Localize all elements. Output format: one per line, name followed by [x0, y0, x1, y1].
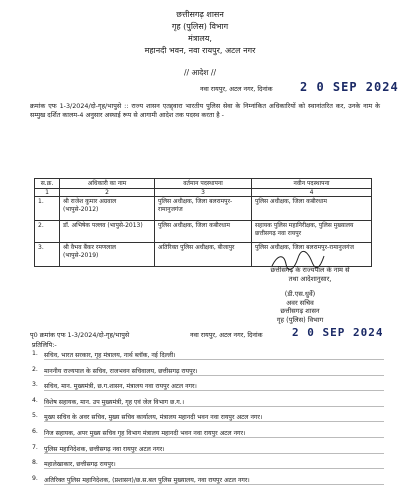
cell-new: सहायक पुलिस महानिरीक्षक, पुलिस मुख्यालय छत्तीसगढ़ नवा रायपुर: [252, 221, 372, 243]
list-text: अतिरिक्त पुलिस महानिदेशक, (प्रशासन)/छ.स.बल पुलिस मुख्यालय, नवा रायपुर अटल नगर।: [44, 475, 384, 485]
list-item: [32, 459, 384, 475]
cell-new: पुलिस अधीक्षक, जिला कबीरधाम: [252, 197, 372, 221]
list-text: मुख्य सचिव के अवर सचिव, मुख्य सचिव कार्यालय, मंत्रालय महानदी भवन नवा रायपुर अटल नगर।: [44, 412, 384, 422]
endorsement-date-stamp: 2 0 SEP 2024: [292, 326, 384, 339]
col-number: 1: [35, 189, 60, 197]
signature-scribble: [268, 250, 328, 272]
authority-line: तथा आदेशानुसार,: [288, 274, 332, 283]
list-item: [32, 475, 384, 490]
cell-name: श्री राजेश कुमार अग्रवाल (भापुसे-2012): [60, 197, 155, 221]
list-text: सचिव, मान. मुख्यमंत्री, छ.ग.शासन, मंत्रालय नवा रायपुर अटल नगर।: [44, 381, 384, 391]
cell-sn: 3.: [35, 243, 60, 267]
endorsement-place: नवा रायपुर, अटल नगर, दिनांक: [190, 331, 263, 339]
header-address: महानदी भवन, नवा रायपुर, अटल नगर: [144, 46, 256, 55]
cell-current: पुलिस अधीक्षक, जिला बलरामपुर-रामानुजगंज: [155, 197, 252, 221]
header-department: गृह (पुलिस) विभाग: [171, 22, 229, 31]
col-number: 2: [60, 189, 155, 197]
cell-current: पुलिस अधीक्षक, जिला कबीरधाम: [155, 221, 252, 243]
list-number: 7.: [32, 443, 38, 451]
list-text: विशेष सहायक, मान. उप मुख्यमंत्री, गृह एवं जेल विभाग छ.ग.।: [44, 397, 384, 407]
list-number: 9.: [32, 474, 38, 482]
list-text: निज सहायक, अपर मुख्य सचिव गृह विभाग मंत्रालय महानदी भवन नवा रायपुर अटल नगर।: [44, 428, 384, 438]
cell-sn: 2.: [35, 221, 60, 243]
signatory-department: गृह (पुलिस) विभाग: [276, 315, 324, 324]
col-header-new: नवीन पदस्थापना: [252, 179, 372, 189]
endorsement-number: पृ0 क्रमांक एफ 1-3/2024/दो-गृह/भापुसे: [30, 331, 130, 339]
signature-block: [240, 290, 360, 324]
cell-name: डॉ. अभिषेक पल्लव (भापुसे-2013): [60, 221, 155, 243]
list-number: 3.: [32, 381, 38, 389]
header-govt: छत्तीसगढ़ शासन: [176, 10, 224, 19]
list-item: [32, 397, 384, 413]
order-paragraph: [30, 102, 380, 120]
copy-label: प्रतिलिपि:-: [32, 341, 57, 349]
table-header-row: [35, 179, 372, 189]
order-body: राज्य शासन एतद्द्वारा भारतीय पुलिस सेवा के निम्नांकित अधिकारियों को स्थानांतरित कर, उनके नाम के सम्मुख दर्शित कालम-4 अनुसार अस्थाई रूप से आगामी आदेश तक पदस्थ करता है -: [30, 102, 381, 119]
list-item: [32, 350, 384, 366]
list-item: [32, 381, 384, 397]
list-text: सचिव, भारत सरकार, गृह मंत्रालय, नार्थ ब्लॉक, नई दिल्ली।: [44, 350, 384, 360]
list-text: पुलिस महानिदेशक, छत्तीसगढ़ नवा रायपुर अटल नगर।: [44, 444, 384, 454]
list-item: [32, 444, 384, 460]
list-item: [32, 428, 384, 444]
col-header-current: वर्तमान पदस्थापना: [155, 179, 252, 189]
list-number: 4.: [32, 396, 38, 404]
list-item: [32, 412, 384, 428]
list-number: 2.: [32, 365, 38, 373]
col-number: 3: [155, 189, 252, 197]
list-item: [32, 366, 384, 382]
date-stamp: 2 0 SEP 2024: [300, 80, 399, 94]
cell-new: पुलिस अधीक्षक, जिला बलरामपुर-रामानुजगंज: [252, 243, 372, 267]
cell-name: श्री वैभव बैंकर रमणलाल (भापुसे-2019): [60, 243, 155, 267]
list-number: 6.: [32, 427, 38, 435]
signatory-name: (डी.एस.धुर्वे): [284, 290, 316, 298]
header-ministry: मंत्रालय,: [188, 34, 212, 43]
list-number: 1.: [32, 350, 38, 357]
order-number: क्रमांक एफ 1-3/2024/दो-गृह/भापुसे ::: [30, 102, 129, 110]
cell-current: अतिरिक्त पुलिस अधीक्षक, बीजापुर: [155, 243, 252, 267]
order-title: // आदेश //: [183, 68, 217, 77]
list-number: 5.: [32, 412, 38, 420]
cell-sn: 1.: [35, 197, 60, 221]
table-number-row: [35, 189, 372, 197]
col-header-sn: स.क्र.: [35, 179, 60, 189]
col-header-name: अधिकारी का नाम: [60, 179, 155, 189]
signatory-designation: अवर सचिव: [286, 298, 314, 307]
signatory-govt: छत्तीसगढ़ शासन: [280, 307, 320, 316]
list-text: महालेखाकार, छत्तीसगढ़ रायपुर।: [44, 459, 384, 469]
authority-line: छत्तीसगढ़ के राज्यपाल के नाम से: [270, 266, 350, 274]
dateline-place: नवा रायपुर, अटल नगर, दिनांक: [200, 85, 273, 93]
list-number: 8.: [32, 459, 38, 467]
table-row: [35, 221, 372, 243]
table-row: [35, 197, 372, 221]
copy-list: [32, 350, 384, 490]
list-text: माननीय राज्यपाल के सचिव, राजभवन सचिवालय, छत्तीसगढ़ रायपुर।: [44, 366, 384, 376]
col-number: 4: [252, 189, 372, 197]
